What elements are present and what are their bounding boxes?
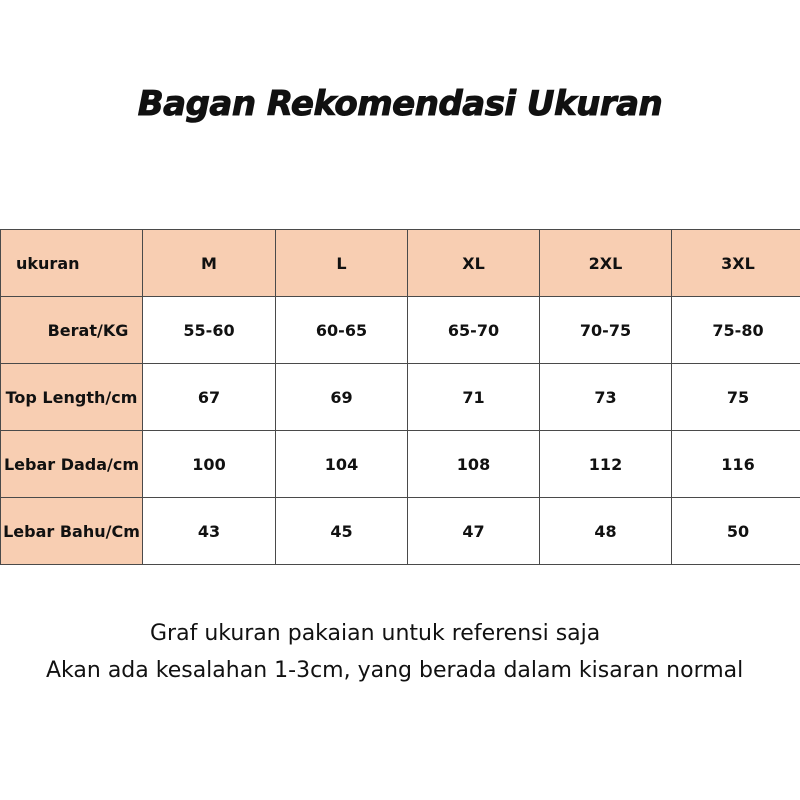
table-cell: 70-75 [540, 297, 672, 364]
table-row [1, 431, 800, 498]
table-cell: 108 [408, 431, 540, 498]
page-title: Bagan Rekomendasi Ukuran [137, 84, 663, 124]
table-cell: 75-80 [672, 297, 800, 364]
row-label: Lebar Dada/cm [1, 431, 143, 498]
size-table [0, 229, 800, 565]
table-cell: 69 [276, 364, 408, 431]
table-cell: 67 [143, 364, 276, 431]
header-label: ukuran [1, 230, 143, 297]
header-size: 3XL [672, 230, 800, 297]
table-cell: 75 [672, 364, 800, 431]
table-cell: 116 [672, 431, 800, 498]
note-tolerance: Akan ada kesalahan 1-3cm, yang berada dalam kisaran normal [46, 658, 744, 683]
table-cell: 100 [143, 431, 276, 498]
table-cell: 45 [276, 498, 408, 565]
row-label: Berat/KG [1, 297, 143, 364]
table-header-row [1, 230, 800, 297]
table-row [1, 498, 800, 565]
table-cell: 104 [276, 431, 408, 498]
table-cell: 112 [540, 431, 672, 498]
table-row [1, 297, 800, 364]
table-cell: 47 [408, 498, 540, 565]
table-cell: 50 [672, 498, 800, 565]
table-cell: 48 [540, 498, 672, 565]
table-cell: 43 [143, 498, 276, 565]
table-cell: 60-65 [276, 297, 408, 364]
header-size: XL [408, 230, 540, 297]
header-size: 2XL [540, 230, 672, 297]
table-cell: 73 [540, 364, 672, 431]
table-cell: 55-60 [143, 297, 276, 364]
table-row [1, 364, 800, 431]
row-label: Lebar Bahu/Cm [1, 498, 143, 565]
table-cell: 65-70 [408, 297, 540, 364]
header-size: L [276, 230, 408, 297]
note-reference: Graf ukuran pakaian untuk referensi saja [150, 621, 601, 646]
row-label: Top Length/cm [1, 364, 143, 431]
header-size: M [143, 230, 276, 297]
table-cell: 71 [408, 364, 540, 431]
